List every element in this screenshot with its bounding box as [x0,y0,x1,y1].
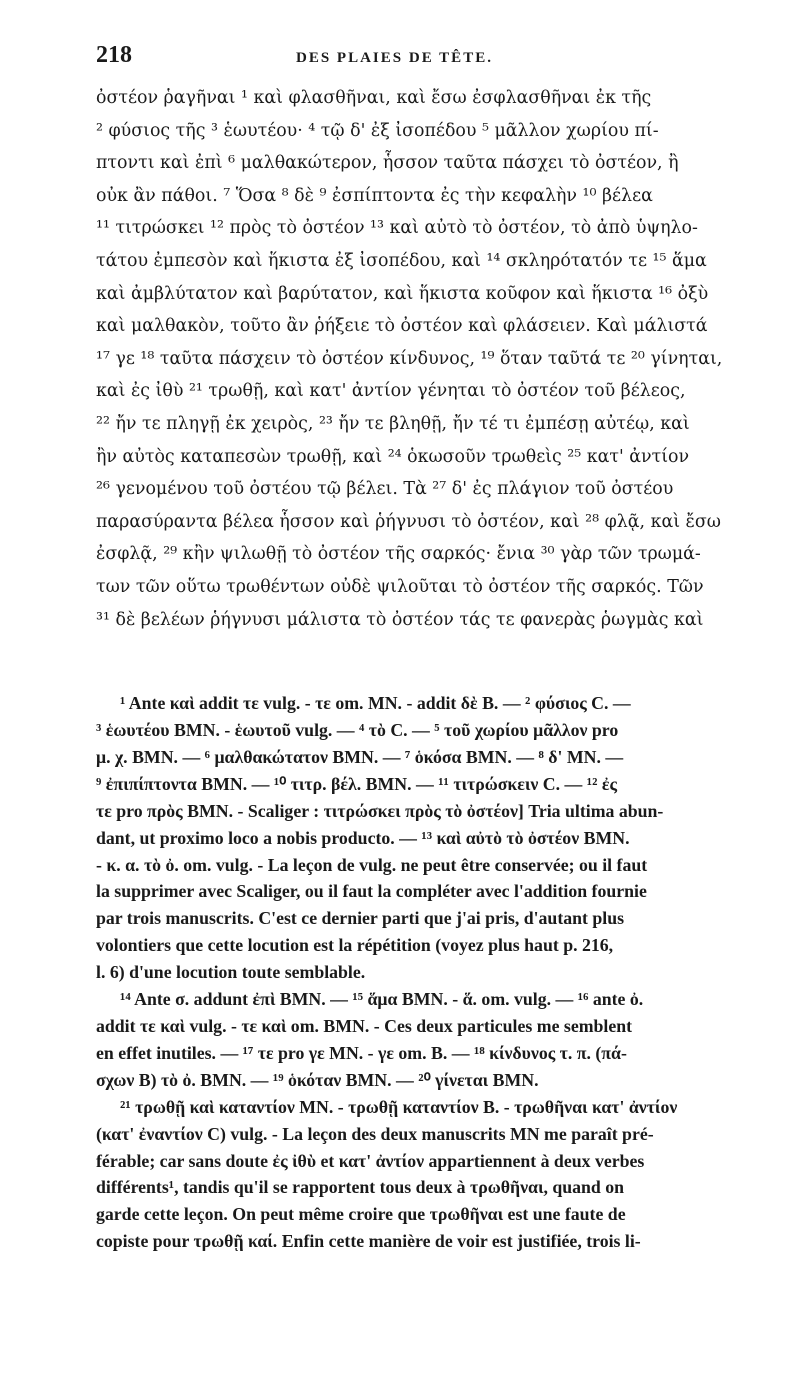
footnote-line: - κ. α. τὸ ὀ. om. vulg. - La leçon de vulg. ne peut être conservée; ou il faut [96,854,648,875]
text-line: των τῶν οὕτω τρωθέντων οὐδὲ ψιλοῦται τὸ ὀστέον τῆς σαρκός. Τῶν [96,576,704,597]
text-line: ³¹ δὲ βελέων ῥήγνυσι μάλιστα τὸ ὀστέον τάς τε φανερὰς ῥωγμὰς καὶ [96,609,704,630]
text-line: οὐκ ἂν πάθοι. ⁷ Ὅσα ⁸ δὲ ⁹ ἐσπίπτοντα ἐς τὴν κεφαλὴν ¹⁰ βέλεα [96,185,653,206]
footnote-line: par trois manuscrits. C'est ce dernier parti que j'ai pris, d'autant plus [96,908,625,929]
text-line: καὶ μαλθακὸν, τοῦτο ἂν ῥήξειε τὸ ὀστέον καὶ φλάσειεν. Καὶ μάλιστά [96,316,708,337]
footnote-line: volontiers que cette locution est la répétition (voyez plus haut p. 216, [96,935,614,956]
footnote-line: τε pro πρὸς BMN. - Scaliger : τιτρώσκει πρὸς τὸ ὀστέον] Tria ultima abun- [96,800,664,821]
footnote-line: ⁹ ἐπιπίπτοντα BMN. — ¹⁰ τιτρ. βέλ. BMN. — ¹¹ τιτρώσκειν C. — ¹² ἐς [96,773,617,794]
footnote-line: différents¹, tandis qu'il se rapportent tous deux à τρωθῆναι, quand on [96,1177,625,1198]
text-line: τάτου ἐμπεσὸν καὶ ἥκιστα ἐξ ἰσοπέδου, καὶ ¹⁴ σκληρότατόν τε ¹⁵ ἅμα [96,250,707,271]
running-head [96,42,760,76]
text-line: καὶ ἐς ἰθὺ ²¹ τρωθῇ, καὶ κατ' ἀντίον γένηται τὸ ὀστέον τοῦ βέλεος, [96,381,686,402]
text-line: ὀστέον ῥαγῆναι ¹ καὶ φλασθῆναι, καὶ ἔσω ἐσφλασθῆναι ἐκ τῆς [96,88,652,108]
footnote-line: addit τε καὶ vulg. - τε καὶ om. BMN. - Ces deux particules me semblent [96,1015,633,1036]
footnotes [96,690,760,1255]
running-title: DES PLAIES DE TÊTE. [296,50,493,66]
text-line: ¹⁷ γε ¹⁸ ταῦτα πάσχειν τὸ ὀστέον κίνδυνος, ¹⁹ ὅταν ταῦτά τε ²⁰ γίνηται, [96,348,723,369]
footnote-line: ³ ἑωυτέου BMN. - ἑωυτοῦ vulg. — ⁴ τὸ C. — ⁵ τοῦ χωρίου μᾶλλον pro [96,720,619,740]
page-number: 218 [96,42,132,68]
text-line: καὶ ἀμβλύτατον καὶ βαρύτατον, καὶ ἥκιστα κοῦφον καὶ ἥκιστα ¹⁶ ὀξὺ [96,283,709,304]
text-line: ² φύσιος τῆς ³ ἑωυτέου· ⁴ τῷ δ' ἐξ ἰσοπέδου ⁵ μᾶλλον χωρίου πί- [96,120,659,141]
footnote-line: ²¹ τρωθῇ καὶ καταντίον MN. - τρωθῇ καταντίον B. - τρωθῆναι κατ' ἀντίον [120,1096,678,1117]
section-gap [96,636,760,690]
footnote-line: férable; car sans doute ἐς ἰθὺ et κατ' ἀντίον appartiennent à deux verbes [96,1150,645,1171]
footnote-line: ¹ Ante καὶ addit τε vulg. - τε om. MN. - addit δὲ B. — ² φύσιος C. — [120,693,631,714]
text-line: παρασύραντα βέλεα ἧσσον καὶ ῥήγνυσι τὸ ὀστέον, καὶ ²⁸ φλᾷ, καὶ ἔσω [96,511,721,532]
text-line: πτοντι καὶ ἐπὶ ⁶ μαλθακώτερον, ἧσσον ταῦτα πάσχει τὸ ὀστέον, ἢ [96,153,679,174]
footnote-line: dant, ut proximo loco a nobis producto. — ¹³ καὶ αὐτὸ τὸ ὀστέον BMN. [96,827,630,848]
greek-main-text [96,82,760,636]
footnote-line: (κατ' ἐναντίον C) vulg. - La leçon des deux manuscrits MN me paraît pré- [96,1123,654,1144]
text-line: ²² ἤν τε πληγῇ ἐκ χειρὸς, ²³ ἤν τε βληθῇ, ἤν τέ τι ἐμπέσῃ αὐτέῳ, καὶ [96,413,690,434]
footnote-line: copiste pour τρωθῇ καί. Enfin cette manière de voir est justifiée, trois li- [96,1231,641,1252]
text-line: ἢν αὐτὸς καταπεσὼν τρωθῇ, καὶ ²⁴ ὁκωσοῦν τρωθεὶς ²⁵ κατ' ἀντίον [96,446,690,467]
footnote-line: μ. χ. BMN. — ⁶ μαλθακώτατον BMN. — ⁷ ὁκόσα BMN. — ⁸ δ' MN. — [96,746,624,767]
footnote-line: en effet inutiles. — ¹⁷ τε pro γε MN. - γε om. B. — ¹⁸ κίνδυνος τ. π. (πά- [96,1042,627,1063]
footnote-line: ¹⁴ Ante σ. addunt ἐπὶ BMN. — ¹⁵ ἅμα BMN. - ἅ. om. vulg. — ¹⁶ ante ὀ. [120,989,644,1010]
footnote-line: l. 6) d'une locution toute semblable. [96,962,366,983]
text-line: ἐσφλᾷ, ²⁹ κἢν ψιλωθῇ τὸ ὀστέον τῆς σαρκός· ἔνια ³⁰ γὰρ τῶν τρωμά- [96,544,701,565]
text-line: ²⁶ γενομένου τοῦ ὀστέου τῷ βέλει. Τὰ ²⁷ δ' ἐς πλάγιον τοῦ ὀστέου [96,479,674,500]
text-line: ¹¹ τιτρώσκει ¹² πρὸς τὸ ὀστέον ¹³ καὶ αὐτὸ τὸ ὀστέον, τὸ ἀπὸ ὑψηλο- [96,218,698,239]
footnote-line: σχων B) τὸ ὀ. BMN. — ¹⁹ ὁκόταν BMN. — ²⁰ γίνεται BMN. [96,1069,539,1090]
footnote-line: garde cette leçon. On peut même croire que τρωθῆναι est une faute de [96,1204,626,1225]
footnote-line: la supprimer avec Scaliger, ou il faut la compléter avec l'addition fournie [96,881,647,902]
